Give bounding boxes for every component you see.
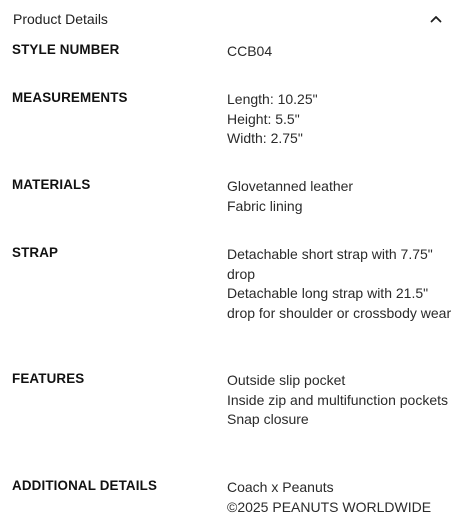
section-title: Product Details	[13, 11, 108, 27]
detail-values	[227, 177, 452, 216]
detail-value: Snap closure	[227, 411, 309, 427]
detail-value: Fabric lining	[227, 197, 303, 214]
detail-label: FEATURES	[12, 371, 85, 386]
chevron-up-icon[interactable]	[429, 12, 443, 26]
detail-value: ©2025 PEANUTS WORLDWIDE	[227, 498, 432, 515]
detail-values	[227, 42, 452, 62]
detail-value: CCB04	[227, 43, 273, 59]
detail-label: MEASUREMENTS	[12, 90, 128, 105]
detail-value: Outside slip pocket	[227, 372, 346, 388]
detail-value: Inside zip and multifunction pockets	[227, 391, 449, 408]
detail-values	[227, 371, 452, 430]
detail-label: ADDITIONAL DETAILS	[12, 478, 158, 493]
detail-value: Glovetanned leather	[227, 178, 354, 194]
detail-value: Height: 5.5"	[227, 110, 300, 127]
detail-values	[227, 478, 452, 517]
detail-value: Width: 2.75"	[227, 130, 303, 146]
detail-values	[227, 90, 452, 149]
detail-label: MATERIALS	[12, 177, 91, 192]
detail-value: Coach x Peanuts	[227, 479, 334, 495]
detail-value: Detachable short strap with 7.75" drop	[227, 246, 433, 282]
detail-value: Detachable long strap with 21.5" drop for shoulder or crossbody wear	[227, 285, 452, 321]
detail-label: STYLE NUMBER	[12, 42, 120, 57]
detail-values	[227, 245, 452, 323]
detail-value: Length: 10.25"	[227, 91, 318, 107]
detail-label: STRAP	[12, 245, 59, 260]
product-details-toggle[interactable]	[13, 8, 443, 30]
